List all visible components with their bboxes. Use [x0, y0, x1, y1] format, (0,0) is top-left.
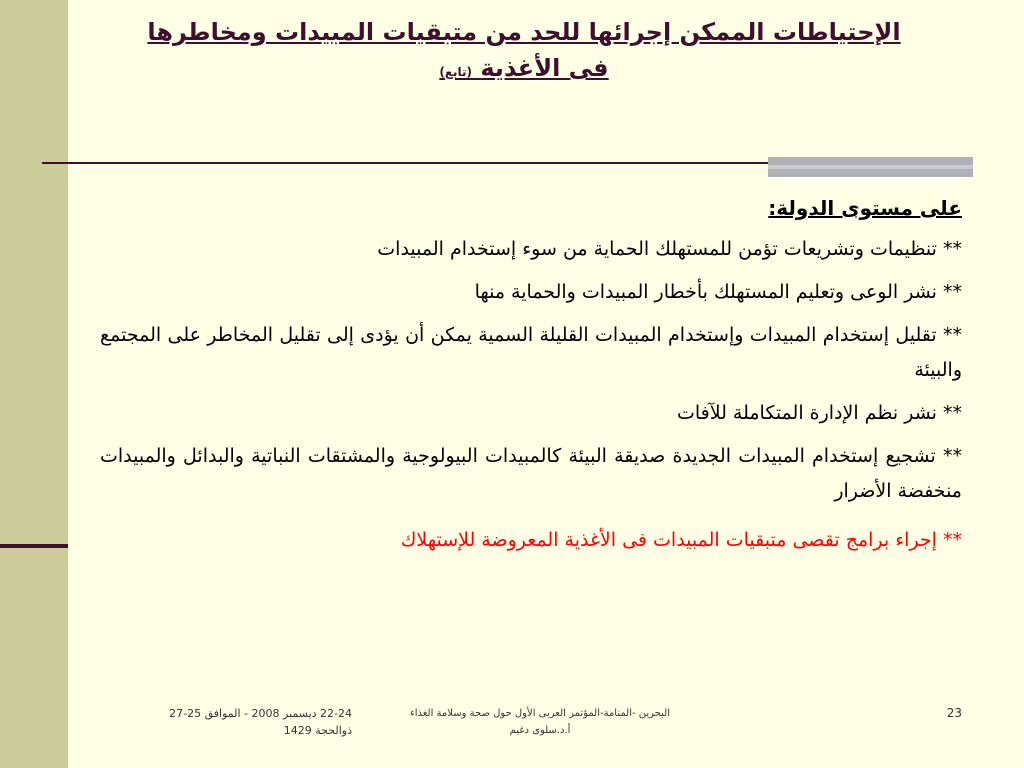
- footer-date: [112, 705, 352, 739]
- page-number: 23: [946, 706, 962, 720]
- section-heading: على مستوى الدولة:: [768, 196, 962, 220]
- bullet-item-highlight: ** إجراء برامج تقصى متبقيات المبيدات فى الأغذية المعروضة للإستهلاك: [400, 529, 962, 551]
- slide-title-line2: فى الأغذية: [480, 54, 609, 82]
- bullet-item-5: ** تشجيع إستخدام المبيدات الجديدة صديقة البيئة كالمبيدات البيولوجية والمشتقات النباتية والبدائل والمبيدات منخفضة الأضرار: [100, 445, 962, 502]
- footer-conference-line1: البحرين -المنامة-المؤتمر العربى الأول حول صحة وسلامة الغذاء: [410, 708, 670, 719]
- slide-title: [90, 14, 958, 90]
- title-accent-bar: [768, 157, 973, 177]
- left-decorative-band: [0, 0, 68, 768]
- slide-title-suffix: (تابع): [439, 65, 473, 79]
- footer-conference-line2: أ.د.سلوى دغيم: [509, 725, 571, 736]
- bullet-item-2: ** نشر الوعى وتعليم المستهلك بأخطار المبيدات والحماية منها: [474, 281, 962, 303]
- bullet-item-4: ** نشر نظم الإدارة المتكاملة للآفات: [676, 402, 962, 424]
- footer-conference: [380, 705, 700, 739]
- left-band-divider: [0, 544, 68, 548]
- slide-title-line1: الإحتياطات الممكن إجرائها للحد من متبقيات المبيدات ومخاطرها: [147, 18, 901, 46]
- slide-body: [100, 188, 962, 566]
- bullet-item-1: ** تنظيمات وتشريعات تؤمن للمستهلك الحماية من سوء إستخدام المبيدات: [377, 238, 962, 260]
- bullet-item-3: ** تقليل إستخدام المبيدات وإستخدام المبيدات القليلة السمية يمكن أن يؤدى إلى تقليل المخاطر على المجتمع والبيئة: [100, 324, 962, 381]
- footer-date-line2: ذوالحجة 1429: [283, 724, 352, 737]
- footer-date-line1: 22-24 ديسمبر 2008 - الموافق 25-27: [169, 707, 352, 720]
